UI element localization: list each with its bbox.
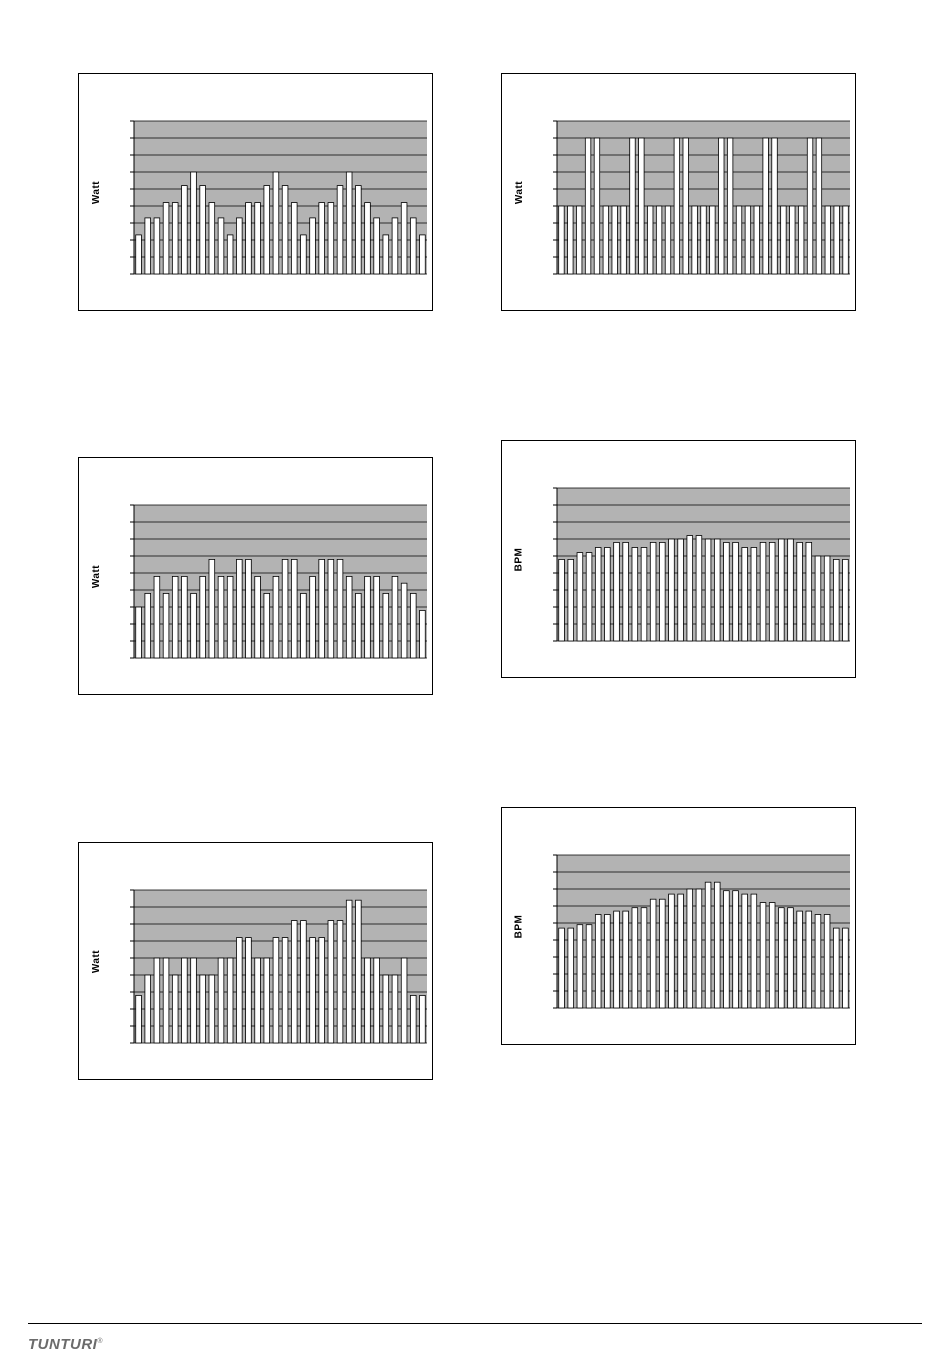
bar bbox=[824, 915, 830, 1009]
bar bbox=[710, 206, 716, 274]
bar bbox=[605, 915, 611, 1009]
bar bbox=[355, 186, 361, 274]
bar bbox=[374, 958, 380, 1043]
bar bbox=[200, 975, 206, 1043]
bar bbox=[328, 203, 334, 274]
bar bbox=[843, 206, 849, 274]
bar bbox=[623, 911, 629, 1008]
bar bbox=[683, 138, 689, 274]
bar bbox=[145, 593, 151, 658]
bar bbox=[227, 958, 233, 1043]
bar bbox=[745, 206, 751, 274]
bar bbox=[264, 958, 270, 1043]
bar bbox=[383, 593, 389, 658]
bar bbox=[218, 576, 224, 658]
bar-chart-4 bbox=[502, 74, 857, 312]
bar bbox=[365, 203, 371, 274]
bar bbox=[612, 206, 618, 274]
bar bbox=[273, 938, 279, 1043]
bar bbox=[742, 894, 748, 1008]
bar bbox=[641, 908, 647, 1008]
bar bbox=[798, 206, 804, 274]
bar bbox=[585, 138, 591, 274]
bar bbox=[568, 206, 574, 274]
bar bbox=[769, 542, 775, 641]
bar bbox=[163, 203, 169, 274]
bar bbox=[630, 138, 636, 274]
bar bbox=[346, 576, 352, 658]
bar bbox=[310, 218, 316, 274]
bar bbox=[760, 903, 766, 1008]
bar bbox=[246, 938, 252, 1043]
chart-panel-5 bbox=[501, 440, 856, 678]
bar bbox=[182, 186, 188, 274]
bar bbox=[834, 206, 840, 274]
bar bbox=[687, 889, 693, 1008]
bar bbox=[605, 548, 611, 642]
bar bbox=[319, 203, 325, 274]
bar bbox=[714, 539, 720, 641]
bar bbox=[172, 576, 178, 658]
bar bbox=[255, 203, 261, 274]
bar bbox=[401, 583, 407, 658]
bar bbox=[374, 576, 380, 658]
bar bbox=[319, 559, 325, 658]
bar bbox=[282, 938, 288, 1043]
bar bbox=[603, 206, 609, 274]
bar bbox=[568, 559, 574, 641]
bar-chart-5 bbox=[502, 441, 857, 679]
bar bbox=[843, 559, 849, 641]
bar bbox=[806, 542, 812, 641]
bar bbox=[701, 206, 707, 274]
bar bbox=[656, 206, 662, 274]
bar bbox=[191, 172, 197, 274]
bar bbox=[291, 203, 297, 274]
bar bbox=[797, 542, 803, 641]
bar bbox=[227, 235, 233, 274]
bar bbox=[255, 958, 261, 1043]
bar bbox=[273, 172, 279, 274]
bar-chart-6 bbox=[502, 808, 857, 1046]
bar bbox=[383, 975, 389, 1043]
bar bbox=[559, 928, 565, 1008]
bar bbox=[310, 938, 316, 1043]
bar bbox=[392, 218, 398, 274]
bar bbox=[328, 559, 334, 658]
bar bbox=[687, 536, 693, 641]
bar bbox=[218, 218, 224, 274]
bar bbox=[733, 891, 739, 1008]
bar bbox=[778, 539, 784, 641]
bar bbox=[218, 958, 224, 1043]
bar bbox=[586, 925, 592, 1008]
bar bbox=[301, 235, 307, 274]
bar bbox=[815, 556, 821, 641]
bar bbox=[659, 542, 665, 641]
bar bbox=[669, 539, 675, 641]
bar bbox=[136, 995, 142, 1043]
bar bbox=[577, 553, 583, 641]
bar bbox=[577, 925, 583, 1008]
bar bbox=[282, 186, 288, 274]
bar bbox=[191, 958, 197, 1043]
bar bbox=[650, 899, 656, 1008]
bar bbox=[788, 539, 794, 641]
bar bbox=[236, 938, 242, 1043]
bar bbox=[154, 576, 160, 658]
bar bbox=[346, 172, 352, 274]
y-axis-label: Watt bbox=[90, 564, 102, 589]
bar bbox=[136, 607, 142, 658]
bar bbox=[136, 235, 142, 274]
bar bbox=[392, 576, 398, 658]
bar bbox=[833, 928, 839, 1008]
y-axis-label: Watt bbox=[90, 180, 102, 205]
chart-panel-4 bbox=[501, 73, 856, 311]
bar bbox=[724, 542, 730, 641]
y-axis-label: Watt bbox=[513, 180, 525, 205]
bar bbox=[346, 900, 352, 1043]
bar bbox=[621, 206, 627, 274]
bar bbox=[172, 203, 178, 274]
bar bbox=[355, 593, 361, 658]
bar bbox=[790, 206, 796, 274]
bar bbox=[719, 138, 725, 274]
bar bbox=[365, 958, 371, 1043]
bar bbox=[824, 556, 830, 641]
bar bbox=[559, 559, 565, 641]
bar bbox=[319, 938, 325, 1043]
bar bbox=[200, 186, 206, 274]
bar bbox=[833, 559, 839, 641]
bar bbox=[337, 186, 343, 274]
bar bbox=[163, 958, 169, 1043]
bar bbox=[337, 559, 343, 658]
bar bbox=[191, 593, 197, 658]
bar bbox=[301, 921, 307, 1043]
bar bbox=[650, 542, 656, 641]
bar bbox=[200, 576, 206, 658]
bar bbox=[781, 206, 787, 274]
bar bbox=[182, 958, 188, 1043]
bar bbox=[724, 891, 730, 1008]
bar bbox=[383, 235, 389, 274]
bar bbox=[742, 548, 748, 642]
y-axis-label: BPM bbox=[513, 547, 525, 572]
bar bbox=[301, 593, 307, 658]
bar bbox=[751, 894, 757, 1008]
bar bbox=[843, 928, 849, 1008]
bar bbox=[246, 203, 252, 274]
bar bbox=[264, 593, 270, 658]
bar bbox=[696, 536, 702, 641]
chart-panel-2 bbox=[78, 457, 433, 695]
bar bbox=[227, 576, 233, 658]
y-axis-label: BPM bbox=[513, 914, 525, 939]
chart-panel-6 bbox=[501, 807, 856, 1045]
footer-rule bbox=[28, 1323, 922, 1324]
bar bbox=[154, 958, 160, 1043]
bar bbox=[154, 218, 160, 274]
bar bbox=[209, 975, 215, 1043]
bar bbox=[797, 911, 803, 1008]
bar bbox=[355, 900, 361, 1043]
bar bbox=[705, 539, 711, 641]
bar bbox=[586, 553, 592, 641]
bar bbox=[182, 576, 188, 658]
bar bbox=[754, 206, 760, 274]
bar bbox=[172, 975, 178, 1043]
bar bbox=[678, 539, 684, 641]
bar bbox=[410, 218, 416, 274]
bar bbox=[236, 218, 242, 274]
bar bbox=[559, 206, 565, 274]
bar bbox=[337, 921, 343, 1043]
y-axis-label: Watt bbox=[90, 949, 102, 974]
bar bbox=[760, 542, 766, 641]
bar bbox=[401, 958, 407, 1043]
bar bbox=[163, 593, 169, 658]
bar bbox=[420, 610, 426, 658]
bar bbox=[815, 915, 821, 1009]
bar bbox=[623, 542, 629, 641]
bar bbox=[145, 975, 151, 1043]
bar bbox=[659, 899, 665, 1008]
bar bbox=[595, 548, 601, 642]
bar bbox=[310, 576, 316, 658]
bar bbox=[632, 908, 638, 1008]
bar bbox=[714, 882, 720, 1008]
bar bbox=[647, 206, 653, 274]
bar bbox=[328, 921, 334, 1043]
bar bbox=[807, 138, 813, 274]
bar bbox=[568, 928, 574, 1008]
bar bbox=[365, 576, 371, 658]
brand-logo: TUNTURI® bbox=[28, 1336, 103, 1353]
bar bbox=[420, 995, 426, 1043]
bar bbox=[401, 203, 407, 274]
bar bbox=[614, 911, 620, 1008]
bar bbox=[282, 559, 288, 658]
chart-panel-3 bbox=[78, 842, 433, 1080]
bar bbox=[594, 138, 600, 274]
bar bbox=[825, 206, 831, 274]
bar-chart-1 bbox=[79, 74, 434, 312]
bar bbox=[632, 548, 638, 642]
bar bbox=[696, 889, 702, 1008]
bar bbox=[806, 911, 812, 1008]
bar bbox=[145, 218, 151, 274]
bar bbox=[291, 559, 297, 658]
bar-chart-3 bbox=[79, 843, 434, 1081]
bar bbox=[209, 559, 215, 658]
bar bbox=[778, 908, 784, 1008]
bar bbox=[374, 218, 380, 274]
bar bbox=[236, 559, 242, 658]
bar bbox=[576, 206, 582, 274]
bar bbox=[595, 915, 601, 1009]
bar bbox=[751, 548, 757, 642]
bar bbox=[410, 593, 416, 658]
bar bbox=[246, 559, 252, 658]
bar bbox=[763, 138, 769, 274]
bar-chart-2 bbox=[79, 458, 434, 696]
bar bbox=[816, 138, 822, 274]
bar bbox=[788, 908, 794, 1008]
bar bbox=[255, 576, 261, 658]
bar bbox=[705, 882, 711, 1008]
bar bbox=[392, 975, 398, 1043]
bar bbox=[769, 903, 775, 1008]
bar bbox=[639, 138, 645, 274]
bar bbox=[291, 921, 297, 1043]
bar bbox=[772, 138, 778, 274]
bar bbox=[641, 548, 647, 642]
bar bbox=[733, 542, 739, 641]
bar bbox=[669, 894, 675, 1008]
bar bbox=[692, 206, 698, 274]
bar bbox=[264, 186, 270, 274]
bar bbox=[674, 138, 680, 274]
bar bbox=[410, 995, 416, 1043]
bar bbox=[614, 542, 620, 641]
chart-panel-1 bbox=[78, 73, 433, 311]
bar bbox=[273, 576, 279, 658]
bar bbox=[736, 206, 742, 274]
bar bbox=[727, 138, 733, 274]
bar bbox=[678, 894, 684, 1008]
bar bbox=[209, 203, 215, 274]
bar bbox=[665, 206, 671, 274]
bar bbox=[420, 235, 426, 274]
